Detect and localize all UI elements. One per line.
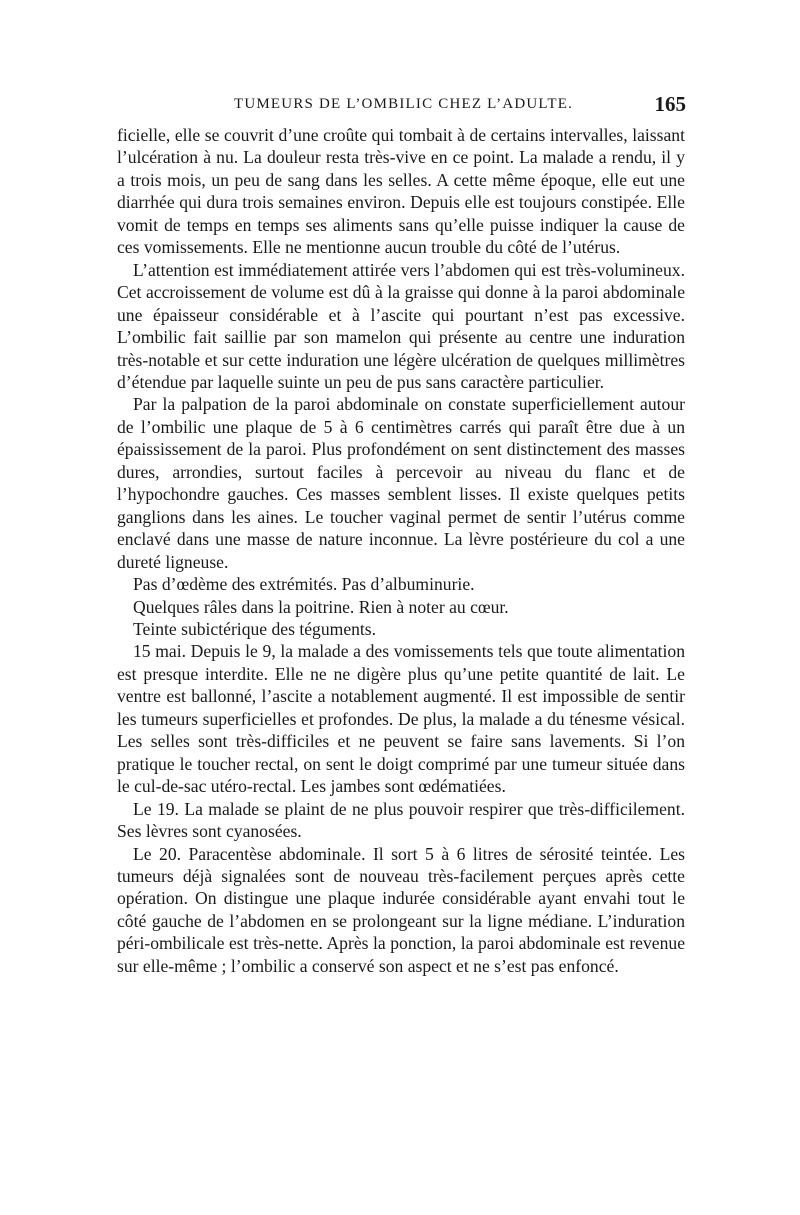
paragraph-day-20: Le 20. Paracentèse abdominale. Il sort 5 à 6 litres de sérosité teintée. Les tumeurs déjà signalées sont de nouveau très-facilement perçues après cette opération. On distingue une plaque indurée considérable ayant envahi tout le côté gauche de l’abdomen en se prolongeant sur la ligne médiane. L’induration péri-ombilicale est très-nette. Après la ponction, la paroi abdominale est revenue sur elle-même ; l’ombilic a conservé son aspect et ne s’est pas enfoncé. — [117, 843, 685, 976]
paragraph-chest: Quelques râles dans la poitrine. Rien à noter au cœur. — [133, 596, 509, 617]
paragraph-skin: Teinte subictérique des téguments. — [133, 618, 377, 639]
paragraph-continuation: ficielle, elle se couvrit d’une croûte qui tombait à de certains intervalles, laissant l’ulcération à nu. La douleur resta très-vive en ce point. La malade a rendu, il y a trois mois, un peu de sang dans les selles. A cette même époque, elle eut une diarrhée qui dura trois semaines environ. Depuis elle est toujours constipée. Elle vomit de temps en temps ses aliments sans qu’elle puisse indiquer la cause de ces vomissements. Elle ne mentionne aucun trouble du côté de l’utérus. — [117, 125, 685, 258]
paragraph-oedema: Pas d’œdème des extrémités. Pas d’albuminurie. — [133, 574, 475, 595]
page-number: 165 — [654, 92, 686, 116]
running-head — [116, 92, 686, 118]
paragraph-palpation: Par la palpation de la paroi abdominale on constate superficiellement autour de l’ombilic une plaque de 5 à 6 centimètres carrés qui paraît être due à un épaississement de la paroi. Plus profondément on sent distinctement des masses dures, arrondies, surtout faciles à percevoir au niveau du flanc et de l’hypochondre gauches. Ces masses semblent lisses. Il existe quelques petits ganglions dans les aines. Le toucher vaginal permet de sentir l’utérus comme enclavé dans une masse de nature inconnue. La lèvre postérieure du col a une dureté ligneuse. — [117, 394, 685, 572]
paragraph-day-19: Le 19. La malade se plaint de ne plus pouvoir respirer que très-difficilement. Ses lèvres sont cyanosées. — [117, 798, 685, 842]
body-text — [117, 124, 685, 977]
paragraph-abdomen-exam: L’attention est immédiatement attirée vers l’abdomen qui est très-volumineux. Cet accroissement de volume est dû à la graisse qui donne à la paroi abdominale une épaisseur considérable et à l’ascite qui pourtant n’est pas excessive. L’ombilic fait saillie par son mamelon qui présente au centre une induration très-notable et sur cette induration une légère ulcération de quelques millimètres d’étendue par laquelle suinte un peu de pus sans caractère particulier. — [117, 259, 685, 392]
paragraph-may-15: 15 mai. Depuis le 9, la malade a des vomissements tels que toute alimentation est presque interdite. Elle ne ne digère plus qu’une petite quantité de lait. Le ventre est ballonné, l’ascite a notablement augmenté. Il est impossible de sentir les tumeurs superficielles et profondes. De plus, la malade a du ténesme vésical. Les selles sont très-difficiles et ne peuvent se faire sans lavements. Si l’on pratique le toucher rectal, on sent le doigt comprimé par une tumeur située dans le cul-de-sac utéro-rectal. Les jambes sont œdématiées. — [117, 641, 685, 797]
running-title: TUMEURS DE L’OMBILIC CHEZ L’ADULTE. — [234, 96, 574, 112]
